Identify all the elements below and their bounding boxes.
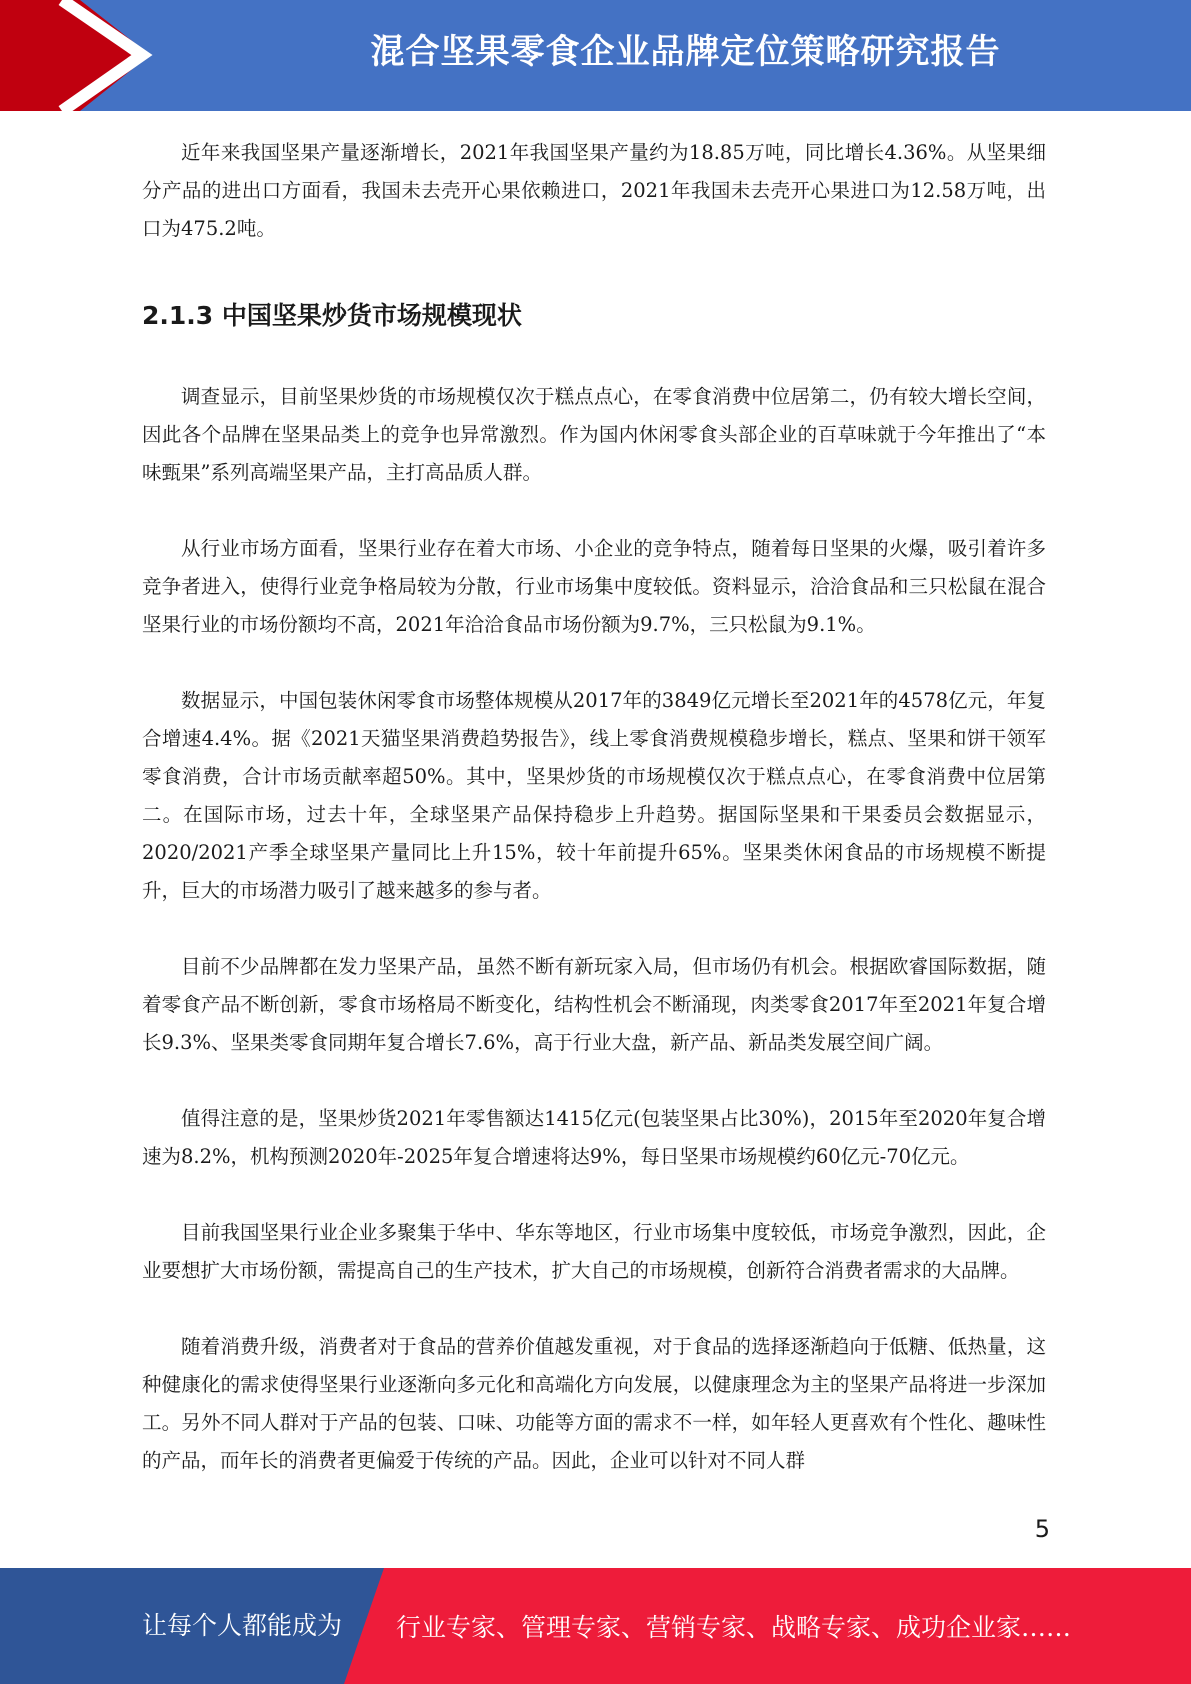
paragraph-industry-structure: 从行业市场方面看，坚果行业存在着大市场、小企业的竞争特点，随着每日坚果的火爆，吸引着许多竞争者进入，使得行业竞争格局较为分散，行业市场集中度较低。资料显示，洽洽食品和三只松鼠在混合坚果行业的市场份额均不高，2021年洽洽食品市场份额为9.7%，三只松鼠为9.1%。 — [142, 537, 1046, 636]
paragraph-brand-opportunity: 目前不少品牌都在发力坚果产品，虽然不断有新玩家入局，但市场仍有机会。根据欧睿国际数据，随着零食产品不断创新，零食市场格局不断变化，结构性机会不断涌现，肉类零食2017年至2021年复合增长9.3%、坚果类零食同期年复合增长7.6%，高于行业大盘，新产品、新品类发展空间广阔。 — [142, 955, 1046, 1054]
paragraph-retail-sales: 值得注意的是，坚果炒货2021年零售额达1415亿元(包装坚果占比30%)，2015年至2020年复合增速为8.2%，机构预测2020年-2025年复合增速将达9%，每日坚果市场规模约60亿元-70亿元。 — [142, 1107, 1046, 1168]
paragraph-nut-output: 近年来我国坚果产量逐渐增长，2021年我国坚果产量约为18.85万吨，同比增长4.36%。从坚果细分产品的进出口方面看，我国未去壳开心果依赖进口，2021年我国未去壳开心果进口为12.58万吨，出口为475.2吨。 — [142, 141, 1046, 240]
footer-slogan-right: 行业专家、管理专家、营销专家、战略专家、成功企业家…… — [396, 1613, 1072, 1642]
page-number: 5 — [1034, 1515, 1050, 1543]
section-heading: 2.1.3 中国坚果炒货市场规模现状 — [142, 301, 522, 330]
paragraph-market-rank: 调查显示，目前坚果炒货的市场规模仅次于糕点点心，在零食消费中位居第二，仍有较大增长空间，因此各个品牌在坚果品类上的竞争也异常激烈。作为国内休闲零食头部企业的百草味就于今年推出了“本味甄果”系列高端坚果产品，主打高品质人群。 — [142, 385, 1046, 484]
paragraph-market-data: 数据显示，中国包装休闲零食市场整体规模从2017年的3849亿元增长至2021年的4578亿元，年复合增速4.4%。据《2021天猫坚果消费趋势报告》，线上零食消费规模稳步增长，糕点、坚果和饼干领军零食消费，合计市场贡献率超50%。其中，坚果炒货的市场规模仅次于糕点点心，在零食消费中位居第二。在国际市场，过去十年，全球坚果产品保持稳步上升趋势。据国际坚果和干果委员会数据显示，2020/2021产季全球坚果产量同比上升15%，较十年前提升65%。坚果类休闲食品的市场规模不断提升，巨大的市场潜力吸引了越来越多的参与者。 — [142, 689, 1046, 902]
paragraph-regional-concentration: 目前我国坚果行业企业多聚集于华中、华东等地区，行业市场集中度较低，市场竞争激烈，因此，企业要想扩大市场份额，需提高自己的生产技术，扩大自己的市场规模，创新符合消费者需求的大品牌。 — [142, 1221, 1046, 1282]
paragraph-consumption-upgrade: 随着消费升级，消费者对于食品的营养价值越发重视，对于食品的选择逐渐趋向于低糖、低热量，这种健康化的需求使得坚果行业逐渐向多元化和高端化方向发展，以健康理念为主的坚果产品将进一步深加工。另外不同人群对于产品的包装、口味、功能等方面的需求不一样，如年轻人更喜欢有个性化、趣味性的产品，而年长的消费者更偏爱于传统的产品。因此，企业可以针对不同人群 — [142, 1335, 1046, 1472]
page-footer — [0, 1568, 1191, 1684]
footer-slogan-left: 让每个人都能成为 — [142, 1611, 343, 1640]
page-body — [142, 134, 1046, 1480]
report-title: 混合坚果零食企业品牌定位策略研究报告 — [370, 32, 1001, 72]
page-header — [0, 0, 1191, 111]
